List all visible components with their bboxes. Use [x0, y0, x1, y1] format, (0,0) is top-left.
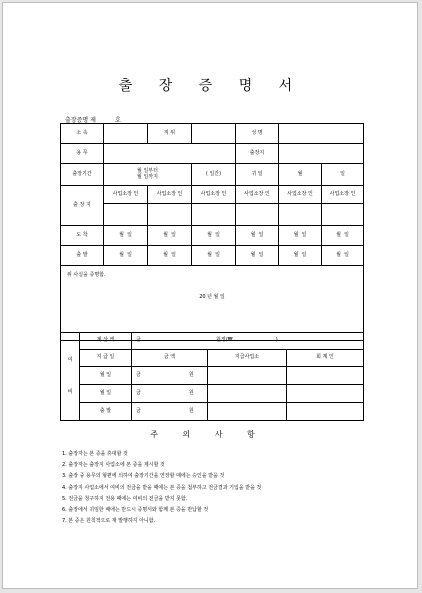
- arrival-cell[interactable]: 월 일: [279, 226, 322, 246]
- note-item: 2. 출장자는 출장지 사업소에 본 증을 제시할 것: [62, 462, 165, 469]
- statement-text: 위 사실을 증명함.: [67, 272, 106, 278]
- expense-side-top: 여: [67, 356, 73, 363]
- office-field-2[interactable]: [148, 204, 192, 226]
- col-payee: 지 급 일: [80, 350, 132, 367]
- name-label: 성 명: [236, 124, 279, 144]
- period-from: 월 일부터: [137, 167, 158, 174]
- office-confirm-2: 사업소장 인: [148, 186, 192, 204]
- expense-office-cell[interactable]: [208, 367, 287, 385]
- leave-cell[interactable]: 월 일: [148, 246, 192, 266]
- arrival-cell[interactable]: 월 일: [104, 226, 148, 246]
- doc-no-suffix: 호: [114, 117, 121, 124]
- note-item: 5. 전금을 청구하지 전용 때에는 여비의 전금을 받지 못함.: [62, 495, 188, 502]
- expense-table: [60, 332, 364, 421]
- office-field-6[interactable]: [322, 204, 364, 226]
- notes-heading: 주 의 사 항: [150, 430, 266, 439]
- leave-cell[interactable]: 월 일: [104, 246, 148, 266]
- business-label: 용 무: [61, 144, 104, 164]
- arrival-cell[interactable]: 월 일: [192, 226, 236, 246]
- expense-side-label: [61, 333, 80, 421]
- rank-label: 직 위: [148, 124, 192, 144]
- col-office: 지급사업소: [208, 350, 287, 367]
- total-currency: 원정(₩: [216, 337, 233, 344]
- notes-list: [62, 449, 261, 527]
- expense-accountant-cell[interactable]: [287, 367, 364, 385]
- expense-accountant-cell[interactable]: [287, 385, 364, 403]
- leave-cell[interactable]: 월 일: [236, 246, 279, 266]
- balance-label: 출 발: [80, 403, 132, 421]
- note-item: 6. 출장에서 귀임한 때에는 반드시 증명서와 함께 본 증을 반납할 것: [62, 507, 209, 514]
- destination-top-label: 출장지: [236, 144, 279, 164]
- expense-day-cell[interactable]: 월 일: [80, 385, 132, 403]
- office-confirm-4: 사업소장 인: [236, 186, 279, 204]
- balance-office-cell[interactable]: [208, 403, 287, 421]
- office-field-1[interactable]: [104, 204, 148, 226]
- destination-top-field[interactable]: [279, 144, 364, 164]
- total-field[interactable]: [132, 333, 364, 350]
- business-field[interactable]: [104, 144, 236, 164]
- expense-day-cell[interactable]: 월 일: [80, 367, 132, 385]
- departure-label: 귀 일: [236, 164, 279, 186]
- note-item: 1. 출장자는 본 증을 휴대할 것: [62, 451, 128, 457]
- total-eq: 금: [136, 337, 141, 344]
- office-field-3[interactable]: [192, 204, 236, 226]
- leave-cell[interactable]: 월 일: [322, 246, 364, 266]
- affiliation-label: 소 속: [61, 124, 104, 144]
- period-from-to[interactable]: [104, 164, 192, 186]
- leave-cell[interactable]: 월 일: [192, 246, 236, 266]
- trip-form-table: [60, 123, 364, 344]
- office-confirm-6: 사업소장 인: [322, 186, 364, 204]
- rank-field[interactable]: [192, 124, 236, 144]
- name-field[interactable]: [279, 124, 364, 144]
- expense-side-bottom: 비: [67, 388, 73, 395]
- note-item: 4. 출장지 사업소에서 여비의 전금을 받을 때에는 본 증을 첨부하고 전금결과 기입을 받을 것: [62, 484, 262, 491]
- certification-statement: [61, 266, 364, 344]
- doc-no-label: 출장증명 제: [65, 117, 96, 124]
- office-confirm-5: 사업소장 인: [279, 186, 322, 204]
- leave-label: 출 발: [61, 246, 104, 266]
- arrival-cell[interactable]: 월 일: [236, 226, 279, 246]
- affiliation-field[interactable]: [104, 124, 148, 144]
- arrival-cell[interactable]: 월 일: [322, 226, 364, 246]
- destination-row-label: 출 장 지: [61, 186, 104, 226]
- period-days[interactable]: ( 일간): [192, 164, 236, 186]
- col-amount: 금 액: [132, 350, 208, 367]
- period-label: 출장기간: [61, 164, 104, 186]
- leave-cell[interactable]: 월 일: [279, 246, 322, 266]
- office-confirm-3: 사업소장 인: [192, 186, 236, 204]
- expense-amount-cell[interactable]: 금 원: [132, 367, 208, 385]
- document-title: 출 장 증 명 서: [118, 78, 304, 94]
- arrival-label: 도 착: [61, 226, 104, 246]
- balance-amount-cell[interactable]: 금 원: [132, 403, 208, 421]
- note-item: 3. 출장 중 용무의 형편에 의하여 출장기간을 연장할 때에는 승인을 받을 것: [62, 473, 225, 480]
- total-close: ): [275, 337, 278, 344]
- statement-date: 20 년 월 일: [199, 293, 225, 300]
- note-item: 7. 본 증은 원칙적으로 재 발행하지 아니함.: [62, 518, 156, 525]
- departure-month[interactable]: 월: [279, 164, 322, 186]
- office-field-5[interactable]: [279, 204, 322, 226]
- expense-amount-cell[interactable]: 금 원: [132, 385, 208, 403]
- office-field-4[interactable]: [236, 204, 279, 226]
- expense-office-cell[interactable]: [208, 385, 287, 403]
- total-label: 계 산 액: [80, 333, 132, 350]
- office-confirm-1: 사업소장 인: [104, 186, 148, 204]
- balance-accountant-cell[interactable]: [287, 403, 364, 421]
- col-accountant: 회 계 인: [287, 350, 364, 367]
- period-to: 월 일까지: [137, 173, 158, 180]
- departure-day[interactable]: 일: [322, 164, 364, 186]
- arrival-cell[interactable]: 월 일: [148, 226, 192, 246]
